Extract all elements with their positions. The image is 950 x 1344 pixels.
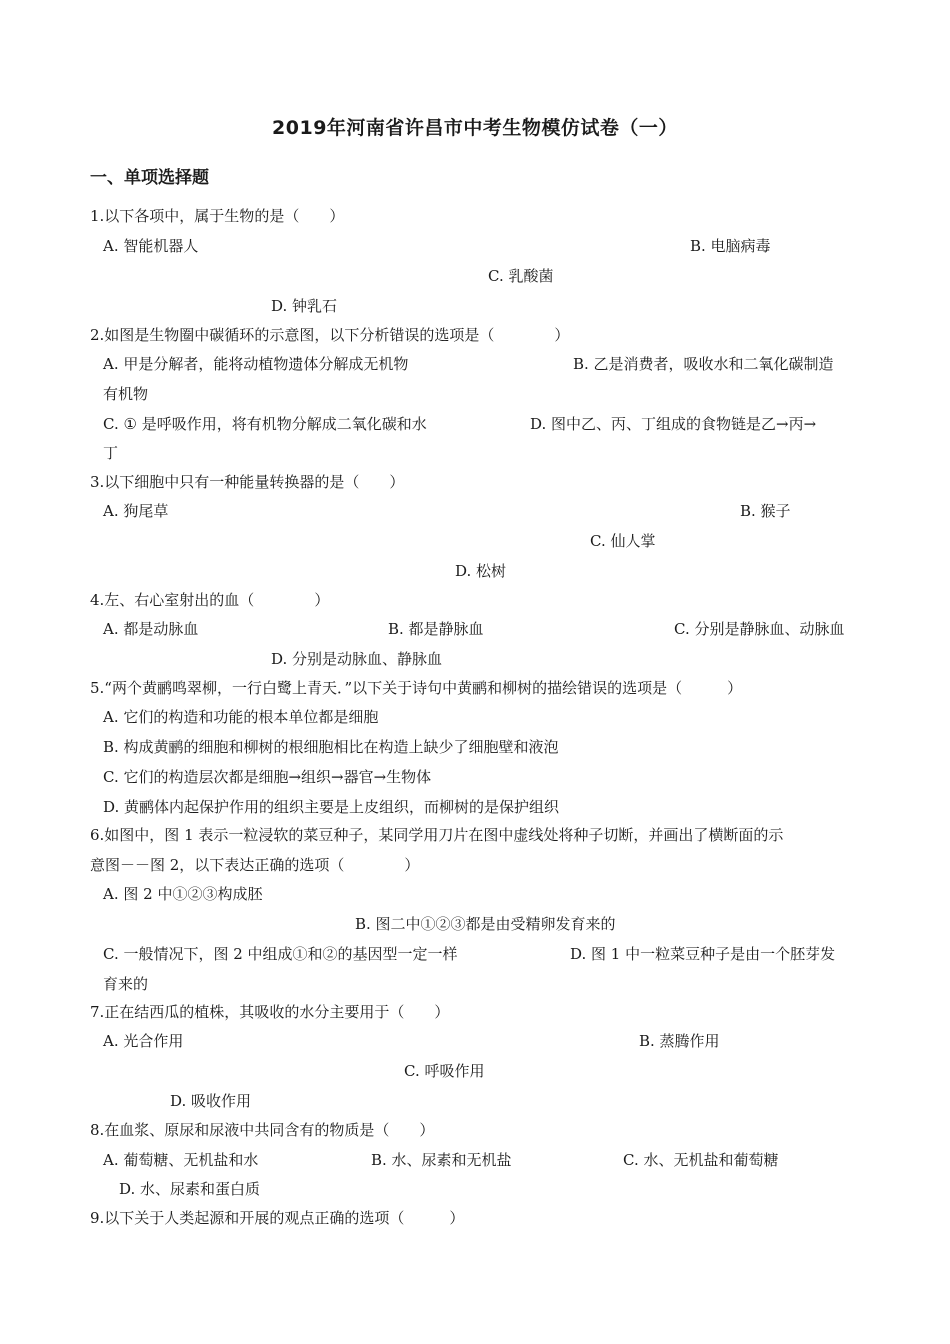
question-2-stem: 2.如图是生物圈中碳循环的示意图，以下分析错误的选项是（ ）	[90, 326, 570, 344]
question-8-option-d[interactable]: D. 水、尿素和蛋白质	[119, 1180, 261, 1198]
question-6-stem-cont: 意图－－图 2，以下表达正确的选项（ ）	[90, 856, 420, 874]
question-6-stem: 6.如图中，图 1 表示一粒浸软的菜豆种子，某同学用刀片在图中虚线处将种子切断，并画出了横断面的示	[90, 826, 784, 844]
question-1-option-a[interactable]: A. 智能机器人	[103, 237, 199, 255]
question-5-option-a[interactable]: A. 它们的构造和功能的根本单位都是细胞	[103, 708, 379, 726]
question-1-option-d[interactable]: D. 钟乳石	[271, 297, 338, 315]
section-heading: 一、单项选择题	[90, 168, 209, 188]
question-7-option-a[interactable]: A. 光合作用	[103, 1032, 184, 1050]
question-8-option-c[interactable]: C. 水、无机盐和葡萄糖	[623, 1151, 779, 1169]
question-2-option-d[interactable]: D. 图中乙、丙、丁组成的食物链是乙→丙→	[530, 415, 817, 433]
question-3-option-c[interactable]: C. 仙人掌	[590, 532, 656, 550]
question-5-option-d[interactable]: D. 黄鹂体内起保护作用的组织主要是上皮组织，而柳树的是保护组织	[103, 798, 560, 816]
question-3-option-a[interactable]: A. 狗尾草	[103, 502, 169, 520]
question-4-stem: 4.左、右心室射出的血（ ）	[90, 591, 330, 609]
question-7-stem: 7.正在结西瓜的植株，其吸收的水分主要用于（ ）	[90, 1003, 450, 1021]
question-2-option-b-cont: 有机物	[103, 385, 149, 403]
question-8-option-b[interactable]: B. 水、尿素和无机盐	[371, 1151, 512, 1169]
question-6-option-d[interactable]: D. 图 1 中一粒菜豆种子是由一个胚芽发	[570, 945, 836, 963]
question-8-stem: 8.在血浆、原尿和尿液中共同含有的物质是（ ）	[90, 1121, 435, 1139]
question-2-option-d-cont: 丁	[103, 444, 119, 462]
question-4-option-a[interactable]: A. 都是动脉血	[103, 620, 199, 638]
question-5-stem: 5.“两个黄鹂鸣翠柳，一行白鹭上青天．”以下关于诗句中黄鹂和柳树的描绘错误的选项是（ ）	[90, 679, 743, 697]
question-2-option-a[interactable]: A. 甲是分解者，能将动植物遗体分解成无机物	[103, 355, 409, 373]
question-1-option-c[interactable]: C. 乳酸菌	[488, 267, 554, 285]
question-5-option-b[interactable]: B. 构成黄鹂的细胞和柳树的根细胞相比在构造上缺少了细胞壁和液泡	[103, 738, 559, 756]
question-5-option-c[interactable]: C. 它们的构造层次都是细胞→组织→器官→生物体	[103, 768, 432, 786]
question-6-option-c[interactable]: C. 一般情况下，图 2 中组成①和②的基因型一定一样	[103, 945, 458, 963]
question-3-option-d[interactable]: D. 松树	[455, 562, 507, 580]
question-6-option-d-cont: 育来的	[103, 975, 149, 993]
question-2-option-c[interactable]: C. ① 是呼吸作用，将有机物分解成二氧化碳和水	[103, 415, 427, 433]
question-7-option-c[interactable]: C. 呼吸作用	[404, 1062, 485, 1080]
question-3-option-b[interactable]: B. 猴子	[740, 502, 791, 520]
question-3-stem: 3.以下细胞中只有一种能量转换器的是（ ）	[90, 473, 405, 491]
question-6-option-a[interactable]: A. 图 2 中①②③构成胚	[103, 885, 263, 903]
document-title: 2019年河南省许昌市中考生物模仿试卷（一）	[272, 117, 678, 139]
question-6-option-b[interactable]: B. 图二中①②③都是由受精卵发育来的	[355, 915, 616, 933]
question-1-stem: 1.以下各项中，属于生物的是（ ）	[90, 207, 345, 225]
question-7-option-d[interactable]: D. 吸收作用	[170, 1092, 252, 1110]
question-4-option-b[interactable]: B. 都是静脉血	[388, 620, 484, 638]
question-2-option-b[interactable]: B. 乙是消费者，吸收水和二氧化碳制造	[573, 355, 834, 373]
question-4-option-c[interactable]: C. 分别是静脉血、动脉血	[674, 620, 845, 638]
question-4-option-d[interactable]: D. 分别是动脉血、静脉血	[271, 650, 443, 668]
question-9-stem: 9.以下关于人类起源和开展的观点正确的选项（ ）	[90, 1209, 465, 1227]
question-7-option-b[interactable]: B. 蒸腾作用	[639, 1032, 720, 1050]
question-8-option-a[interactable]: A. 葡萄糖、无机盐和水	[103, 1151, 259, 1169]
question-1-option-b[interactable]: B. 电脑病毒	[690, 237, 771, 255]
